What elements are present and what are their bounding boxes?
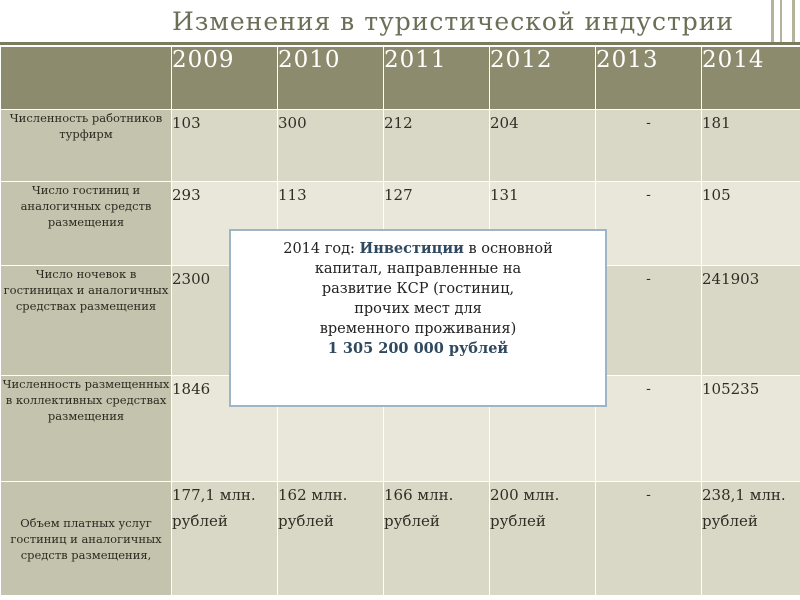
callout-highlight: Инвестиции xyxy=(359,240,464,257)
year-header: 2014 xyxy=(702,47,800,110)
table-cell: - xyxy=(596,110,702,182)
callout-line: прочих мест для xyxy=(354,301,482,317)
row-label: Число ночевок в гостиницах и аналогичных средствах размещения xyxy=(1,266,172,376)
callout-line xyxy=(231,239,605,259)
row-label: Объем платных услуг гостиниц и аналогичных средств размещения, xyxy=(1,482,172,596)
table-cell: 200 млн. рублей xyxy=(490,482,596,596)
callout-text: в основной xyxy=(463,241,553,257)
table-cell: - xyxy=(596,376,702,482)
table-cell: 238,1 млн. рублей xyxy=(702,482,800,596)
table-cell: 177,1 млн. рублей xyxy=(172,482,278,596)
year-header: 2010 xyxy=(278,47,384,110)
callout-line: развитие КСР (гостиниц, xyxy=(321,281,515,297)
table-cell: 166 млн. рублей xyxy=(384,482,490,596)
decorative-bar xyxy=(792,0,795,42)
table-cell: 103 xyxy=(172,110,278,182)
year-header: 2012 xyxy=(490,47,596,110)
decorative-bar xyxy=(771,0,774,42)
table-cell: 105 xyxy=(702,182,800,266)
table-row xyxy=(1,482,800,596)
table-cell: 241903 xyxy=(702,266,800,376)
table-cell: 105235 xyxy=(702,376,800,482)
table-cell: 2300 xyxy=(172,266,278,376)
table-cell: 204 xyxy=(490,110,596,182)
table-cell: - xyxy=(596,482,702,596)
table-cell: 131 xyxy=(490,182,596,266)
table-cell: 293 xyxy=(172,182,278,266)
table-cell: 162 млн. рублей xyxy=(278,482,384,596)
callout-line: временного проживания) xyxy=(319,321,517,337)
table-cell: 300 xyxy=(278,110,384,182)
callout-line: капитал, направленные на xyxy=(314,261,522,277)
investment-callout xyxy=(229,229,607,407)
header-row xyxy=(1,47,800,110)
table-cell: - xyxy=(596,266,702,376)
title-divider xyxy=(0,42,800,45)
row-label: Численность размещенных в коллективных средствах размещения xyxy=(1,376,172,482)
table-cell: 113 xyxy=(278,182,384,266)
table-cell: 181 xyxy=(702,110,800,182)
year-header: 2009 xyxy=(172,47,278,110)
year-header: 2011 xyxy=(384,47,490,110)
year-header: 2013 xyxy=(596,47,702,110)
callout-text: 2014 год: xyxy=(283,241,360,257)
table-row xyxy=(1,110,800,182)
table-cell: - xyxy=(596,182,702,266)
row-label: Численность работников турфирм xyxy=(1,110,172,182)
header-corner xyxy=(1,47,172,110)
callout-amount: 1 305 200 000 рублей xyxy=(327,340,509,357)
slide-title: Изменения в туристической индустрии xyxy=(172,7,735,36)
table-cell: 212 xyxy=(384,110,490,182)
table-cell: 1846 xyxy=(172,376,278,482)
decorative-bar xyxy=(780,0,782,42)
table-cell: 127 xyxy=(384,182,490,266)
row-label: Число гостиниц и аналогичных средств размещения xyxy=(1,182,172,266)
